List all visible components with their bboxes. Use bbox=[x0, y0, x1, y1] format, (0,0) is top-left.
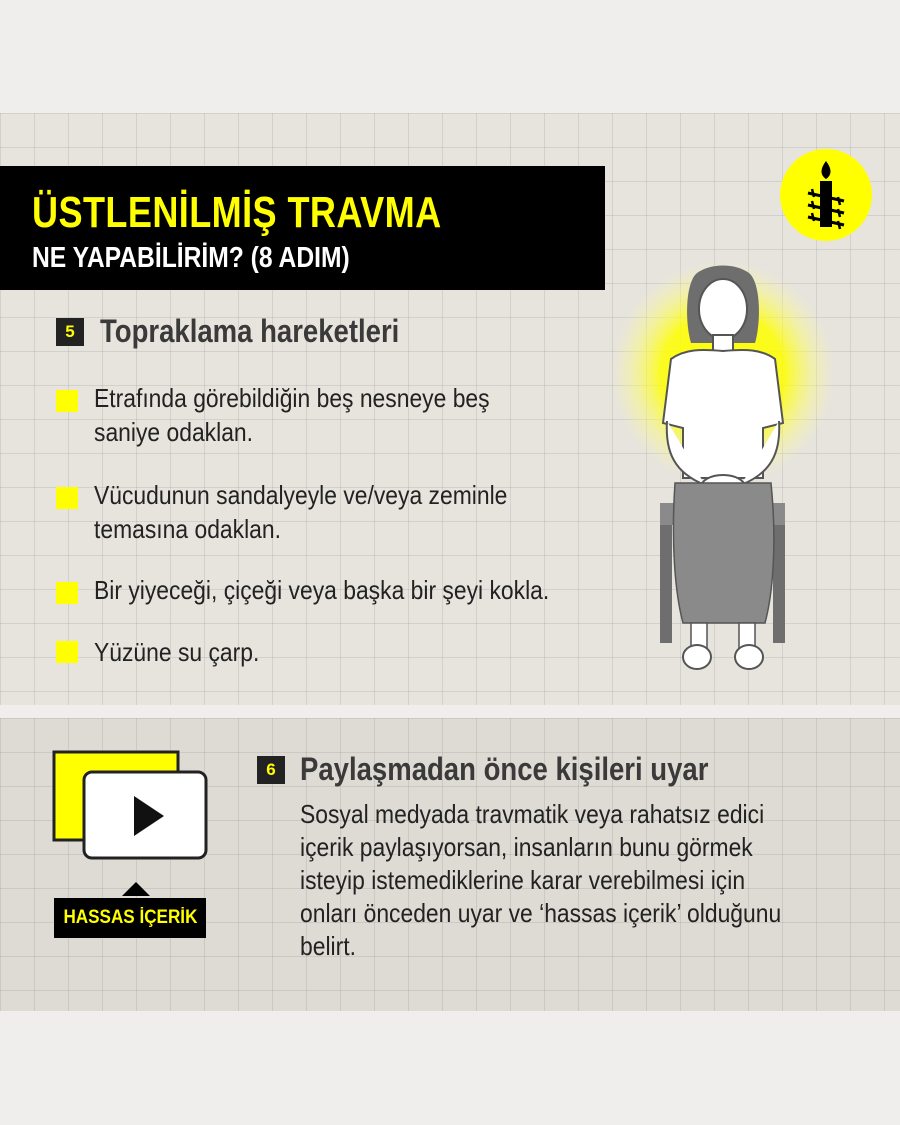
bullet-item: Etrafında görebildiğin beş nesneye beş saniye odaklan. bbox=[94, 383, 490, 447]
title-banner bbox=[0, 166, 605, 290]
step-number-badge: 5 bbox=[56, 318, 84, 346]
page-title: ÜSTLENİLMİŞ TRAVMA bbox=[32, 188, 442, 237]
bullet-item: Bir yiyeceği, çiçeği veya başka bir şeyi kokla. bbox=[94, 575, 550, 605]
bullet-square bbox=[56, 582, 78, 604]
step-number-badge: 6 bbox=[257, 756, 285, 784]
bullet-square bbox=[56, 487, 78, 509]
step-6-panel bbox=[0, 718, 900, 1011]
step-heading: Paylaşmadan önce kişileri uyar bbox=[300, 751, 709, 787]
candle-in-barbed-wire-icon bbox=[780, 149, 872, 241]
page-subtitle: NE YAPABİLİRİM? (8 ADIM) bbox=[32, 242, 350, 274]
play-video-icon bbox=[50, 748, 215, 898]
bullet-square bbox=[56, 641, 78, 663]
seated-woman-illustration bbox=[605, 263, 845, 673]
step-5-panel bbox=[0, 113, 900, 705]
bullet-square bbox=[56, 390, 78, 412]
step-description: Sosyal medyada travmatik veya rahatsız edici içerik paylaşıyorsan, insanların bunu görmek isteyip istemediklerine karar verebilmesi için onları önceden uyar ve ‘hassas içerik’ olduğunu belirt. bbox=[300, 799, 782, 961]
step-heading: Topraklama hareketleri bbox=[100, 313, 400, 349]
sensitive-content-label: HASSAS İÇERİK bbox=[54, 898, 206, 938]
bullet-item: Yüzüne su çarp. bbox=[94, 637, 260, 667]
bullet-item: Vücudunun sandalyeyle ve/veya zeminle temasına odaklan. bbox=[94, 480, 508, 544]
